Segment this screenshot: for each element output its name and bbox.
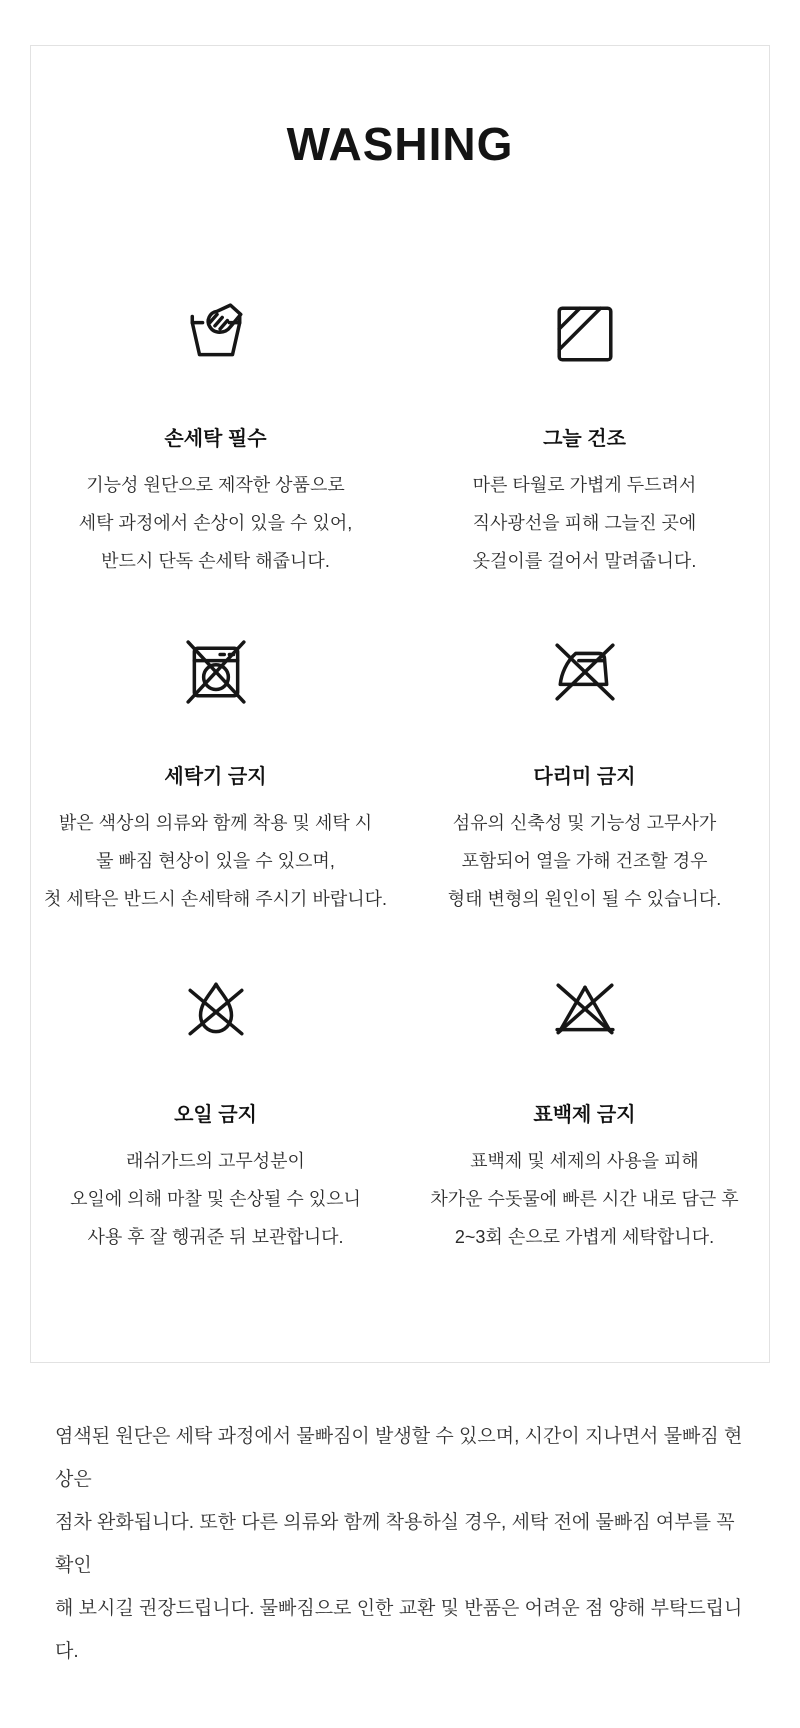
care-item-title: 손세탁 필수 (164, 428, 267, 450)
care-item-line: 기능성 원단으로 제작한 상품으로 (86, 475, 345, 495)
care-item-title: 세탁기 금지 (164, 766, 267, 788)
care-item-line: 2~3회 손으로 가볍게 세탁합니다. (454, 1227, 715, 1247)
shade-dry-icon (552, 300, 618, 368)
care-item-line: 밝은 색상의 의류와 함께 착용 및 세탁 시 (58, 813, 373, 833)
care-item-line: 세탁 과정에서 손상이 있을 수 있어, (78, 513, 353, 533)
care-item-line: 차가운 수돗물에 빠른 시간 내로 담근 후 (430, 1189, 739, 1209)
care-item-line: 표백제 및 세제의 사용을 피해 (470, 1151, 699, 1171)
care-item-line: 사용 후 잘 헹궈준 뒤 보관합니다. (87, 1227, 344, 1247)
care-item-line: 섬유의 신축성 및 기능성 고무사가 (452, 813, 717, 833)
care-item-title: 다리미 금지 (533, 766, 636, 788)
no-oil-icon (183, 976, 249, 1044)
notice-line: 염색된 원단은 세탁 과정에서 물빠짐이 발생할 수 있으며, 시간이 지나면서 물빠짐 현상은 (55, 1426, 743, 1490)
care-item-title: 그늘 건조 (543, 428, 626, 450)
care-item-hand-wash (31, 300, 400, 580)
care-item-no-oil (31, 976, 400, 1256)
care-item-line: 반드시 단독 손세탁 해줍니다. (101, 551, 330, 571)
care-item-line: 첫 세탁은 반드시 손세탁해 주시기 바랍니다. (44, 889, 387, 909)
care-item-line: 옷걸이를 걸어서 말려줍니다. (472, 551, 697, 571)
care-item-line: 형태 변형의 원인이 될 수 있습니다. (447, 889, 722, 909)
notice-line: 점차 완화됩니다. 또한 다른 의류와 함께 착용하실 경우, 세탁 전에 물빠짐 여부를 꼭 확인 (55, 1512, 735, 1576)
no-iron-icon (552, 638, 618, 706)
care-item-title: 오일 금지 (174, 1104, 257, 1126)
care-item-line: 포함되어 열을 가해 건조할 경우 (461, 851, 708, 871)
no-bleach-icon (552, 976, 618, 1044)
page-title: WASHING (286, 118, 514, 170)
washing-guide-page (0, 45, 800, 1673)
care-grid (31, 300, 769, 1256)
notice-line: 해 보시길 권장드립니다. 물빠짐으로 인한 교환 및 반품은 어려운 점 양해 부탁드립니다. (55, 1598, 743, 1662)
care-item-line: 래쉬가드의 고무성분이 (126, 1151, 305, 1171)
hand-wash-icon (183, 300, 249, 368)
care-item-title: 표백제 금지 (533, 1104, 636, 1126)
care-item-no-machine-wash (31, 638, 400, 918)
color-bleed-notice (0, 1363, 800, 1673)
care-item-shade-dry (400, 300, 769, 580)
washing-care-card (30, 45, 770, 1363)
care-item-line: 물 빠짐 현상이 있을 수 있으며, (96, 851, 335, 871)
care-item-no-iron (400, 638, 769, 918)
no-washing-machine-icon (183, 638, 249, 706)
care-item-line: 오일에 의해 마찰 및 손상될 수 있으니 (70, 1189, 361, 1209)
care-item-no-bleach (400, 976, 769, 1256)
care-item-line: 마른 타월로 가볍게 두드려서 (472, 475, 697, 495)
care-item-line: 직사광선을 피해 그늘진 곳에 (472, 513, 697, 533)
